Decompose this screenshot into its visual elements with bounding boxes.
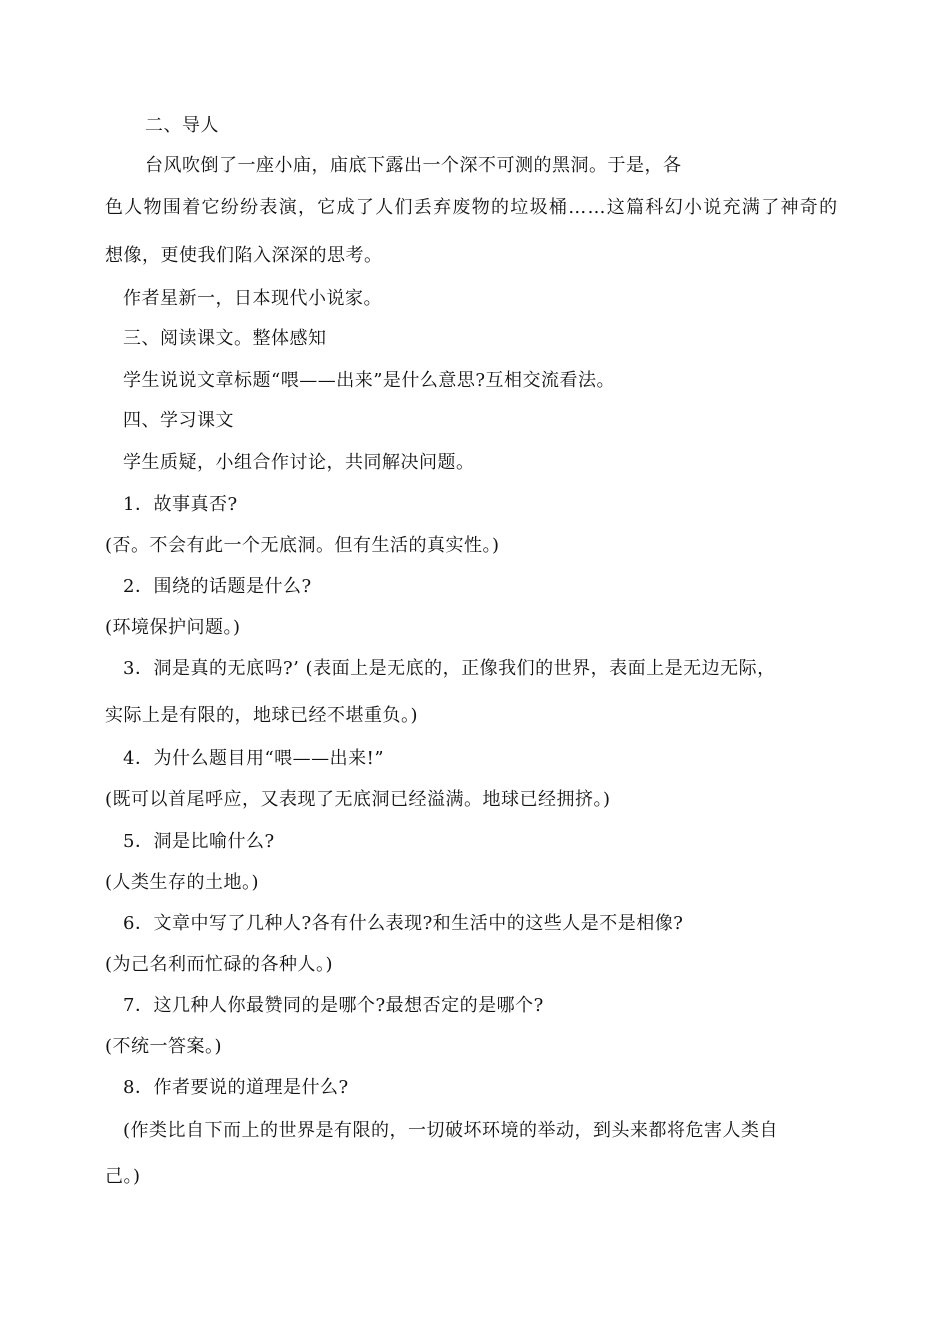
section-4-body: 学生质疑，小组合作讨论，共同解决问题。	[123, 452, 475, 473]
question-3-line-1: 3．洞是真的无底吗?’ (表面上是无底的，正像我们的世界，表面上是无边无际，	[123, 658, 776, 679]
intro-paragraph-line-2: 色人物围着它纷纷表演，它成了人们丢弃废物的垃圾桶……这篇科幻小说充满了神奇的	[105, 197, 839, 218]
answer-7: (不统一答案。)	[105, 1036, 223, 1057]
question-8: 8．作者要说的道理是什么?	[123, 1077, 349, 1098]
question-3-line-2: 实际上是有限的，地球已经不堪重负。)	[105, 705, 419, 726]
answer-2: (环境保护问题。)	[105, 617, 241, 638]
question-4: 4．为什么题目用“喂——出来!”	[123, 748, 385, 769]
answer-8-line-1: (作类比自下而上的世界是有限的，一切破坏环境的举动，到头来都将危害人类自	[123, 1120, 779, 1141]
question-1: 1．故事真否?	[123, 494, 238, 515]
answer-4: (既可以首尾呼应，又表现了无底洞已经溢满。地球已经拥挤。)	[105, 789, 611, 810]
question-2: 2．围绕的话题是什么?	[123, 576, 312, 597]
author-line: 作者星新一，日本现代小说家。	[123, 288, 382, 309]
answer-6: (为己名利而忙碌的各种人。)	[105, 954, 334, 975]
answer-5: (人类生存的土地。)	[105, 872, 260, 893]
intro-paragraph-line-1: 台风吹倒了一座小庙，庙底下露出一个深不可测的黑洞。于是，各	[145, 155, 682, 176]
answer-1: (否。不会有此一个无底洞。但有生活的真实性。)	[105, 535, 500, 556]
answer-8-line-2: 己。)	[105, 1166, 141, 1187]
intro-paragraph-line-3: 想像，更使我们陷入深深的思考。	[105, 245, 383, 266]
section-2-heading: 二、导人	[145, 115, 219, 136]
question-6: 6．文章中写了几种人?各有什么表现?和生活中的这些人是不是相像?	[123, 913, 684, 934]
section-3-body: 学生说说文章标题“喂——出来”是什么意思?互相交流看法。	[123, 370, 616, 391]
section-3-heading: 三、阅读课文。整体感知	[123, 328, 327, 349]
question-5: 5．洞是比喻什么?	[123, 831, 275, 852]
question-7: 7．这几种人你最赞同的是哪个?最想否定的是哪个?	[123, 995, 544, 1016]
section-4-heading: 四、学习课文	[123, 410, 234, 431]
